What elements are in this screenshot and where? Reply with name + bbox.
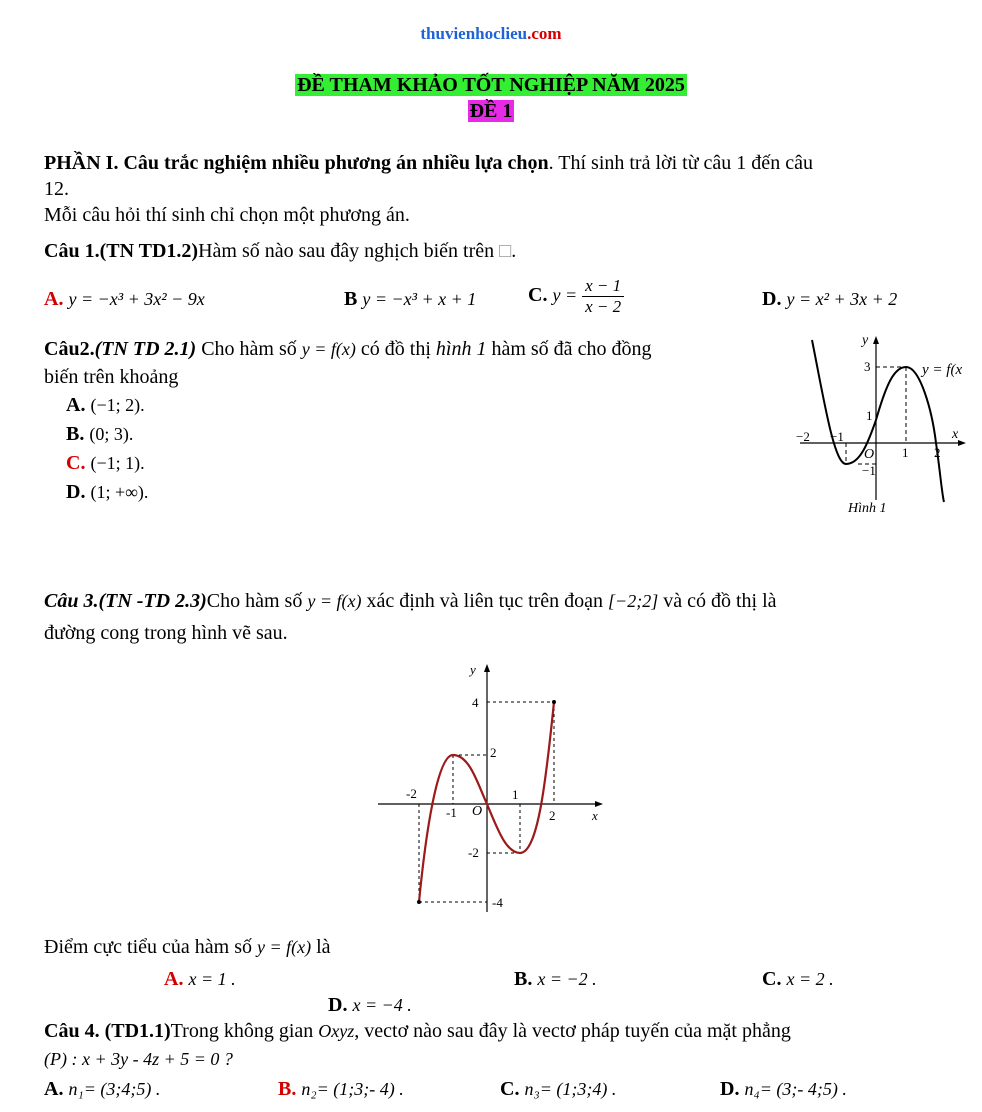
- q4-option-a[interactable]: A. n₁= (3;4;5) .: [44, 1078, 161, 1100]
- q2-caption: Hình 1: [848, 501, 887, 516]
- q2-option-d[interactable]: D. (1; +∞).: [66, 481, 149, 503]
- q2-curve-label: y = f(x: [922, 362, 963, 378]
- q1-option-a[interactable]: A. y = −x³ + 3x² − 9x: [44, 288, 205, 310]
- site-name[interactable]: [0, 24, 982, 44]
- q3-option-a[interactable]: A. x = 1 .: [164, 968, 236, 990]
- q3-origin: O: [472, 804, 483, 819]
- q4-plane: (P) : x + 3y - 4z + 5 = 0 ?: [44, 1049, 233, 1069]
- site-tld: .com: [527, 24, 562, 43]
- q2-tick-x1: 1: [902, 445, 909, 460]
- q4-option-b[interactable]: B. n₂= (1;3;- 4) .: [278, 1078, 404, 1100]
- q3-stem-wrap: đường cong trong hình vẽ sau.: [44, 622, 288, 644]
- exam-subtitle: ĐỀ 1: [469, 100, 513, 122]
- q3-option-c[interactable]: C. x = 2 .: [762, 968, 834, 990]
- q3-tick-xm1: -1: [446, 805, 457, 820]
- q2-option-a[interactable]: A. (−1; 2).: [66, 394, 145, 416]
- q3-tick-xm2: -2: [406, 786, 417, 801]
- q4-stem: Câu 4. (TD1.1)Trong không gian Oxyz, vectơ nào sau đây là vectơ pháp tuyến của mặt phẳng: [44, 1020, 791, 1042]
- q3-question: Điểm cực tiểu của hàm số y = f(x) là: [44, 936, 331, 958]
- q2-option-b[interactable]: B. (0; 3).: [66, 423, 134, 445]
- part1-heading-wrap: 12.: [44, 178, 69, 200]
- q3-tick-x1: 1: [512, 787, 519, 802]
- q3-y-label: y: [470, 662, 476, 677]
- q3-tick-y2: 2: [490, 745, 497, 760]
- q2-stem: Câu2.(TN TD 2.1) Cho hàm số y = f(x) có đồ thị hình 1 hàm số đã cho đồng: [44, 338, 652, 360]
- q4-option-d[interactable]: D. n₄= (3;- 4;5) .: [720, 1078, 847, 1100]
- q2-stem-wrap: biến trên khoảng: [44, 366, 179, 388]
- q2-tick-x2: 2: [934, 445, 941, 460]
- q2-origin: O: [864, 447, 875, 462]
- q1-symbol: □: [499, 240, 512, 262]
- q2-x-label: x: [952, 427, 959, 442]
- q3-option-d[interactable]: D. x = −4 .: [328, 994, 412, 1016]
- q2-tick-xm2: −2: [796, 429, 810, 444]
- q2-tick-ym1: −1: [862, 463, 876, 478]
- q1-stem: Câu 1.(TN TD1.2)Hàm số nào sau đây nghịch biến trên □.: [44, 240, 517, 262]
- q1-option-d[interactable]: D. y = x² + 3x + 2: [762, 288, 898, 310]
- q1-option-b[interactable]: B y = −x³ + x + 1: [344, 288, 477, 310]
- part1-instruction: Mỗi câu hỏi thí sinh chỉ chọn một phương án.: [44, 204, 410, 226]
- q2-y-label: y: [862, 333, 869, 348]
- exam-title: ĐỀ THAM KHẢO TỐT NGHIỆP NĂM 2025: [297, 74, 685, 96]
- q3-tick-ym2: -2: [468, 845, 479, 860]
- q2-option-c[interactable]: C. (−1; 1).: [66, 452, 145, 474]
- q3-tick-x2: 2: [549, 808, 556, 823]
- q3-figure: [370, 660, 620, 920]
- q2-tick-y3: 3: [864, 359, 871, 374]
- q2-tick-xm1: −1: [830, 429, 844, 444]
- q3-x-label: x: [592, 808, 598, 823]
- q2-tick-y1: 1: [866, 408, 873, 423]
- part1-heading: PHẦN I. Câu trắc nghiệm nhiều phương án nhiều lựa chọn. Thí sinh trả lời từ câu 1 đến câu: [44, 152, 813, 174]
- site-main: thuvienhoclieu: [420, 24, 528, 43]
- q3-stem: Câu 3.(TN -TD 2.3)Cho hàm số y = f(x) xác định và liên tục trên đoạn [−2;2] và có đồ thị là: [44, 590, 777, 612]
- q3-option-b[interactable]: B. x = −2 .: [514, 968, 597, 990]
- q2-figure: [790, 330, 982, 520]
- q4-option-c[interactable]: C. n₃= (1;3;4) .: [500, 1078, 617, 1100]
- q1-option-c[interactable]: C. y = $\frac{x - 1}{x - 2}$: [528, 276, 624, 317]
- q3-tick-ym4: -4: [492, 895, 503, 910]
- q3-tick-y4: 4: [472, 695, 479, 710]
- q1-option-c-fraction: $\frac{x - 1}{x - 2}$: [582, 276, 624, 317]
